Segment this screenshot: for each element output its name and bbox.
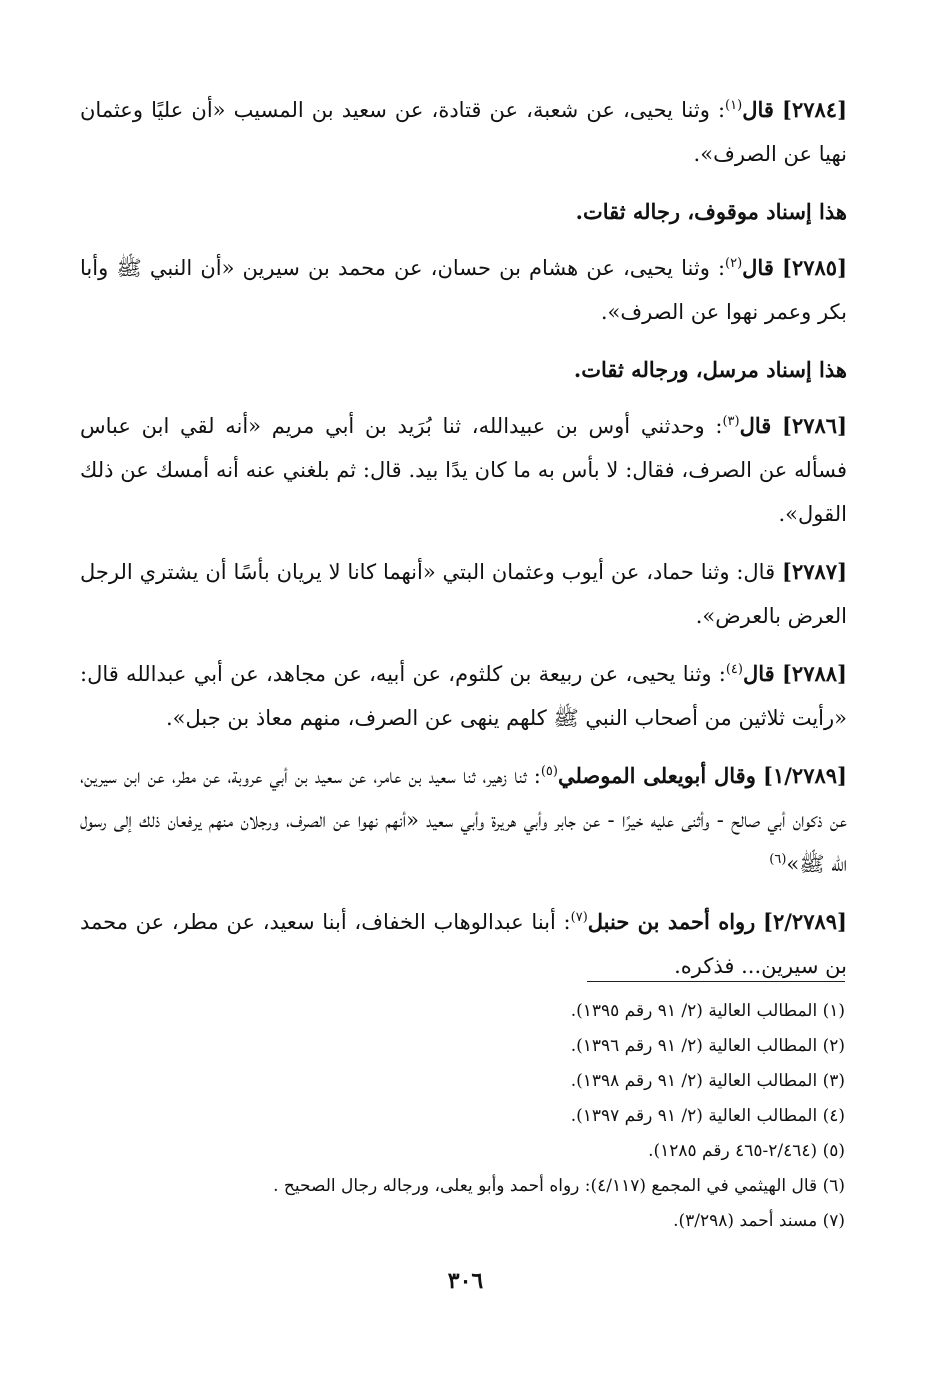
isnad-note: هذا إسناد موقوف، رجاله ثقات.	[575, 199, 847, 224]
footnote: (١) المطالب العالية (٢/ ٩١ رقم ١٣٩٥).	[570, 1001, 845, 1021]
entry-lead: قال	[739, 413, 772, 438]
entry-text: : وحدثني أوس بن عبيدالله، ثنا بُرَيد بن أبي مريم «أنه لقي ابن عباس فسأله عن الصرف، فقال: لا بأس به ما كان يدًا بيد. قال: ثم بلغني عنه أنه أمسك عن ذلك القول».	[80, 414, 847, 526]
isnad-note: هذا إسناد مرسل، ورجاله ثقات.	[573, 357, 847, 382]
hadith-entry	[80, 652, 847, 740]
entry-lead: قال	[742, 97, 774, 122]
hadith-entry	[80, 754, 847, 886]
entry-number: [٢/٢٧٨٩]	[763, 909, 847, 934]
hadith-entry	[80, 404, 847, 536]
entry-text: : أبنا عبدالوهاب الخفاف، أبنا سعيد، عن مطر، عن محمد بن سيرين... فذكره.	[80, 910, 847, 978]
footnote: (٣) المطالب العالية (٢/ ٩١ رقم ١٣٩٨).	[570, 1071, 845, 1091]
entry-text: : ثنا زهير، ثنا سعيد بن عامر، عن سعيد بن أبي عروبة، عن مطر، عن ابن سيرين، عن ذكوان أبي صالح - وأثنى عليه خيرًا - عن جابر وأبي هريرة وأبي سعيد «أنهم نهوا عن الصرف، ورجلان منهم يرفعان ذلك إلى رسول الله ﷺ»	[80, 764, 847, 876]
footnote-ref[interactable]: (٤)	[725, 662, 743, 677]
footnote: (٤) المطالب العالية (٢/ ٩١ رقم ١٣٩٧).	[570, 1106, 845, 1126]
footnote-ref[interactable]: (٦)	[769, 852, 787, 867]
entry-lead: وقال أبويعلى الموصلي	[557, 763, 756, 788]
hadith-entry	[80, 550, 847, 638]
footnote-ref[interactable]: (٥)	[540, 764, 558, 779]
entry-lead: قال	[742, 661, 775, 686]
entry-number: [٢٧٨٧]	[782, 559, 847, 584]
entry-number: [٢٧٨٥]	[782, 255, 847, 280]
entry-lead: قال	[742, 255, 774, 280]
entry-text: : وثنا يحيى، عن ربيعة بن كلثوم، عن أبيه، عن مجاهد، عن أبي عبدالله قال: «رأيت ثلاثين من أصحاب النبي ﷺ كلهم ينهى عن الصرف، منهم معاذ بن جبل».	[80, 662, 847, 730]
entry-lead: رواه أحمد بن حنبل	[587, 909, 756, 934]
footnote: (٢) المطالب العالية (٢/ ٩١ رقم ١٣٩٦).	[570, 1036, 845, 1056]
entry-text: : وثنا يحيى، عن شعبة، عن قتادة، عن سعيد بن المسيب «أن عليًا وعثمان نهيا عن الصرف».	[80, 98, 847, 166]
entry-number: [٢٧٨٤]	[782, 97, 847, 122]
footnote: (٥) (٢/٤٦٤-٤٦٥ رقم ١٢٨٥).	[648, 1141, 845, 1161]
footnote-ref[interactable]: (٢)	[725, 256, 743, 271]
footnote: (٦) قال الهيثمي في المجمع (٤/١١٧): رواه أحمد وأبو يعلى، ورجاله رجال الصحيح .	[273, 1176, 845, 1196]
page-number: ٣٠٦	[447, 1268, 484, 1294]
footnotes	[80, 996, 845, 1241]
footnote-ref[interactable]: (٧)	[570, 910, 588, 925]
footnote-ref[interactable]: (٣)	[722, 414, 740, 429]
entry-number: [٢٧٨٦]	[782, 413, 847, 438]
footnote: (٧) مسند أحمد (٣/٢٩٨).	[673, 1211, 845, 1231]
hadith-entry	[80, 88, 847, 176]
hadith-entry	[80, 246, 847, 334]
entry-number: [١/٢٧٨٩]	[763, 763, 847, 788]
footnote-divider	[587, 981, 845, 982]
entry-text: : وثنا يحيى، عن هشام بن حسان، عن محمد بن سيرين «أن النبي ﷺ وأبا بكر وعمر نهوا عن الصرف».	[80, 256, 847, 324]
footnote-ref[interactable]: (١)	[725, 98, 743, 113]
entry-number: [٢٧٨٨]	[781, 661, 847, 686]
entry-text: قال: وثنا حماد، عن أيوب وعثمان البتي «أنهما كانا لا يريان بأسًا أن يشتري الرجل العرض بالعرض».	[80, 560, 847, 628]
hadith-entry	[80, 900, 847, 988]
